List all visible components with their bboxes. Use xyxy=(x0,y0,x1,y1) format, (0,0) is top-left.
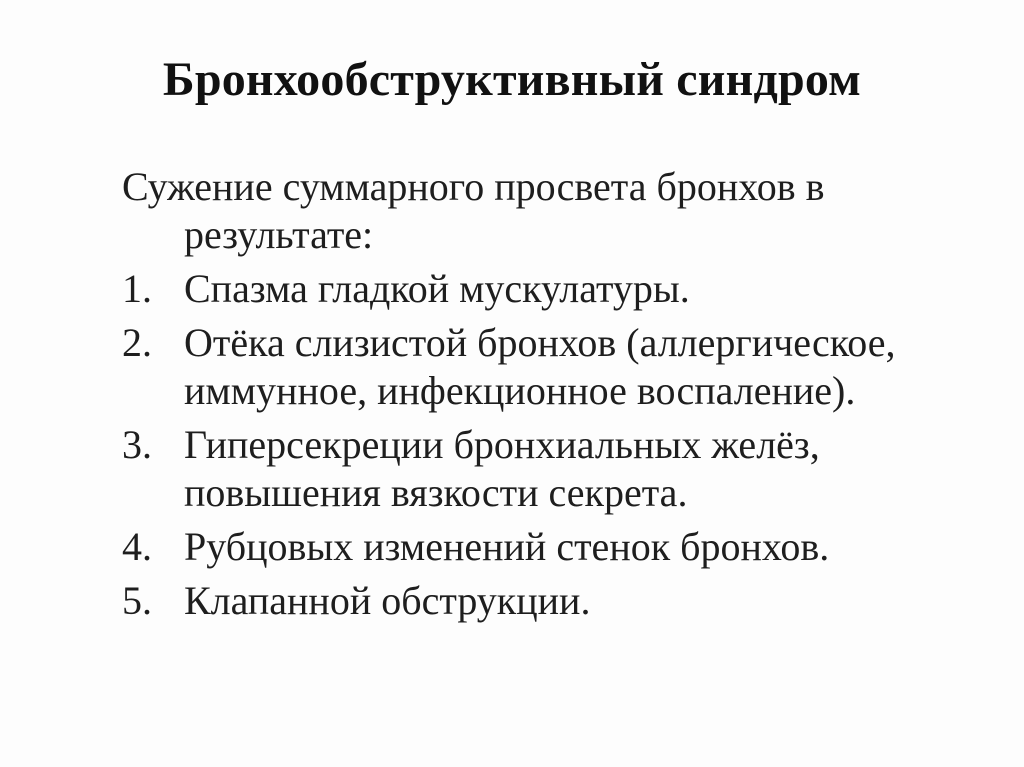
slide-body xyxy=(122,163,1002,631)
list-item xyxy=(122,523,1002,571)
list-item xyxy=(122,265,1002,313)
list-item-number: 5. xyxy=(122,578,152,623)
list-item-number: 2. xyxy=(122,320,152,365)
list-item xyxy=(122,319,1002,415)
list-item-text: Гиперсекреции бронхиальных желёз, повышения вязкости секрета. xyxy=(184,422,820,515)
list-item-text: Отёка слизистой бронхов (аллергическое, иммунное, инфекционное воспаление). xyxy=(184,320,896,413)
list-item-number: 1. xyxy=(122,266,152,311)
list-item-text: Рубцовых изменений стенок бронхов. xyxy=(184,524,830,569)
list-item-number: 3. xyxy=(122,422,152,467)
list-item-text: Клапанной обструкции. xyxy=(184,578,591,623)
list-item xyxy=(122,577,1002,625)
slide-title: Бронхообструктивный синдром xyxy=(162,53,862,106)
intro-text: Сужение суммарного просвета бронхов в результате: xyxy=(122,164,825,257)
cause-list xyxy=(122,265,1002,625)
list-item-text: Спазма гладкой мускулатуры. xyxy=(184,266,690,311)
list-item-number: 4. xyxy=(122,524,152,569)
list-item xyxy=(122,421,1002,517)
